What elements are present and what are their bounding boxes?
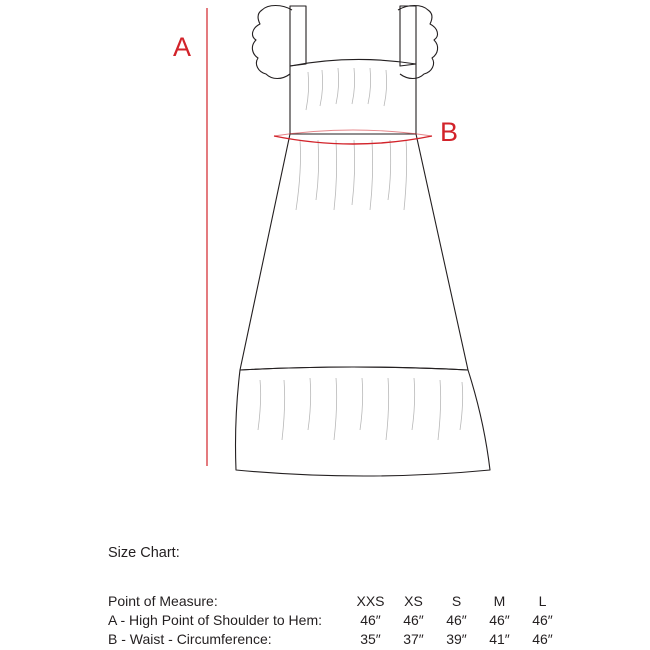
size-header: M xyxy=(493,592,506,609)
size-header: XXS xyxy=(356,592,385,609)
size-header: L xyxy=(538,592,547,609)
right-strap xyxy=(400,6,416,66)
size-chart-table xyxy=(108,591,564,648)
table-row xyxy=(108,610,564,629)
size-header: S xyxy=(451,592,462,609)
size-header: XS xyxy=(404,592,423,609)
table-row xyxy=(108,629,564,648)
measurement-b-arc xyxy=(274,136,432,144)
table-cell: 35″ xyxy=(360,630,381,647)
table-cell: 46″ xyxy=(532,611,553,628)
right-ruffle-sleeve xyxy=(398,6,438,79)
table-cell: 46″ xyxy=(360,611,381,628)
table-cell: 46″ xyxy=(446,611,467,628)
table-cell: 46″ xyxy=(403,611,424,628)
row-label: B - Waist - Circumference: xyxy=(108,630,272,647)
size-chart-title: Size Chart: xyxy=(108,545,180,561)
table-cell: 37″ xyxy=(403,630,424,647)
table-header-row xyxy=(108,591,564,610)
row-label: A - High Point of Shoulder to Hem: xyxy=(108,611,322,628)
left-ruffle-sleeve xyxy=(252,6,292,79)
measurement-b-label: B xyxy=(440,117,459,147)
table-cell: 46″ xyxy=(489,611,510,628)
header-point-of-measure: Point of Measure: xyxy=(108,592,218,609)
left-strap xyxy=(290,6,306,66)
table-cell: 41″ xyxy=(489,630,510,647)
skirt xyxy=(240,134,468,370)
table-cell: 39″ xyxy=(446,630,467,647)
measurement-a-label: A xyxy=(173,32,192,62)
gathers-detail xyxy=(258,68,463,440)
table-cell: 46″ xyxy=(532,630,553,647)
